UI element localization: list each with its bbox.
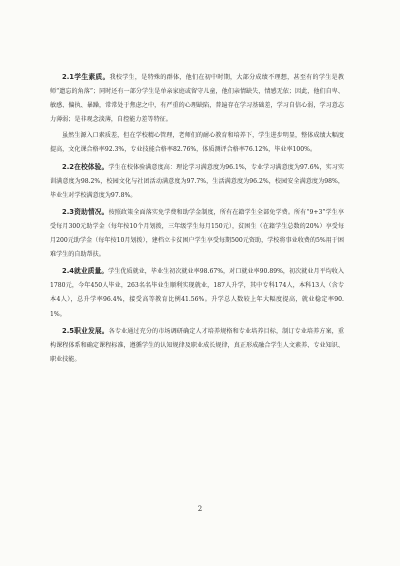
paragraph-text: 学生优质就业，毕业生初次就业率98.67%，对口就业率90.89%，初次就业月平均收入1780元，今年450人毕业，263名名毕业生顺利实现就业，187人升学，其中专科174人，本科13人（含专本4人），总升学率96.4%，接受高等教育比例41.56%。升学总人数较上年大幅度提高，就业稳定率90.1%。 [50,268,344,318]
paragraph-campus-experience [50,160,344,203]
page-number: 2 [197,505,203,513]
section-heading: 2.3资助情况。 [62,207,109,216]
section-heading: 2.5职业发展。 [62,326,109,335]
paragraph-text: 按照政策全面落实免学费和助学金制度，所有在籍学生全部免学费。所有“9+3”学生享受每月300元助学金（每年按10个月划拨，三年级学生每月150元），贫困生（在籍学生总数的20%）享受每月200元助学金（每年按10月划拨），建档立卡贫困户学生享受每期500元资助，学校将事业收费的5%用于困难学生的自助帮扶。 [50,208,345,259]
paragraph-text: 学生在校体验满意度高：理论学习满意度为96.1%，专业学习满意度为97.6%，实习实训满意度为98.2%，校园文化与社团活动满意度为97.7%，生活满意度为96.2%，校园安全满意度为98%，毕业生对学校满意度为97.8%。 [50,163,344,199]
paragraph-text: 我校学生，是特殊的群体，他们在初中时期，大部分成绩不理想，甚至有的学生是教师“遗忘的角落”；同时还有一部分学生是单亲家庭或留守儿童，他们亲情缺失，情感无依；因此，他们自卑、敏感、偏执、暴躁，常常处于焦虑之中，有严重的心理缺陷，普遍存在学习基础差，学习自信心弱，学习意志力薄弱；是非观念淡薄，自控能力差等特征。 [50,74,344,124]
section-heading: 2.1学生素质。 [62,73,110,81]
paragraph-text: 各专业通过充分的市场调研确定人才培养规格和专业培养目标，制订专业培养方案，重构课程体系和确定课程标准，遵循学生的认知规律及职业成长规律，真正形成融合学生人文素养、专业知识、职业技能。 [50,327,344,363]
section-heading: 2.4就业质量。 [62,267,109,276]
paragraph-employment-quality [50,264,344,321]
paragraph-financial-aid [50,205,344,262]
paragraph-text: 虽然生源入口素质差，但在学校精心管理，老师们的耐心教育和培养下，学生进步明显，整体成绩大幅度提高，文化课合格率92.3%，专业技能合格率82.76%，体质测评合格率76.12%，毕业率100%。 [50,132,344,154]
section-heading: 2.2在校体验。 [62,162,109,171]
paragraph-student-quality [50,70,344,127]
paragraph-student-progress [50,129,344,157]
paragraph-career-development [50,324,344,367]
